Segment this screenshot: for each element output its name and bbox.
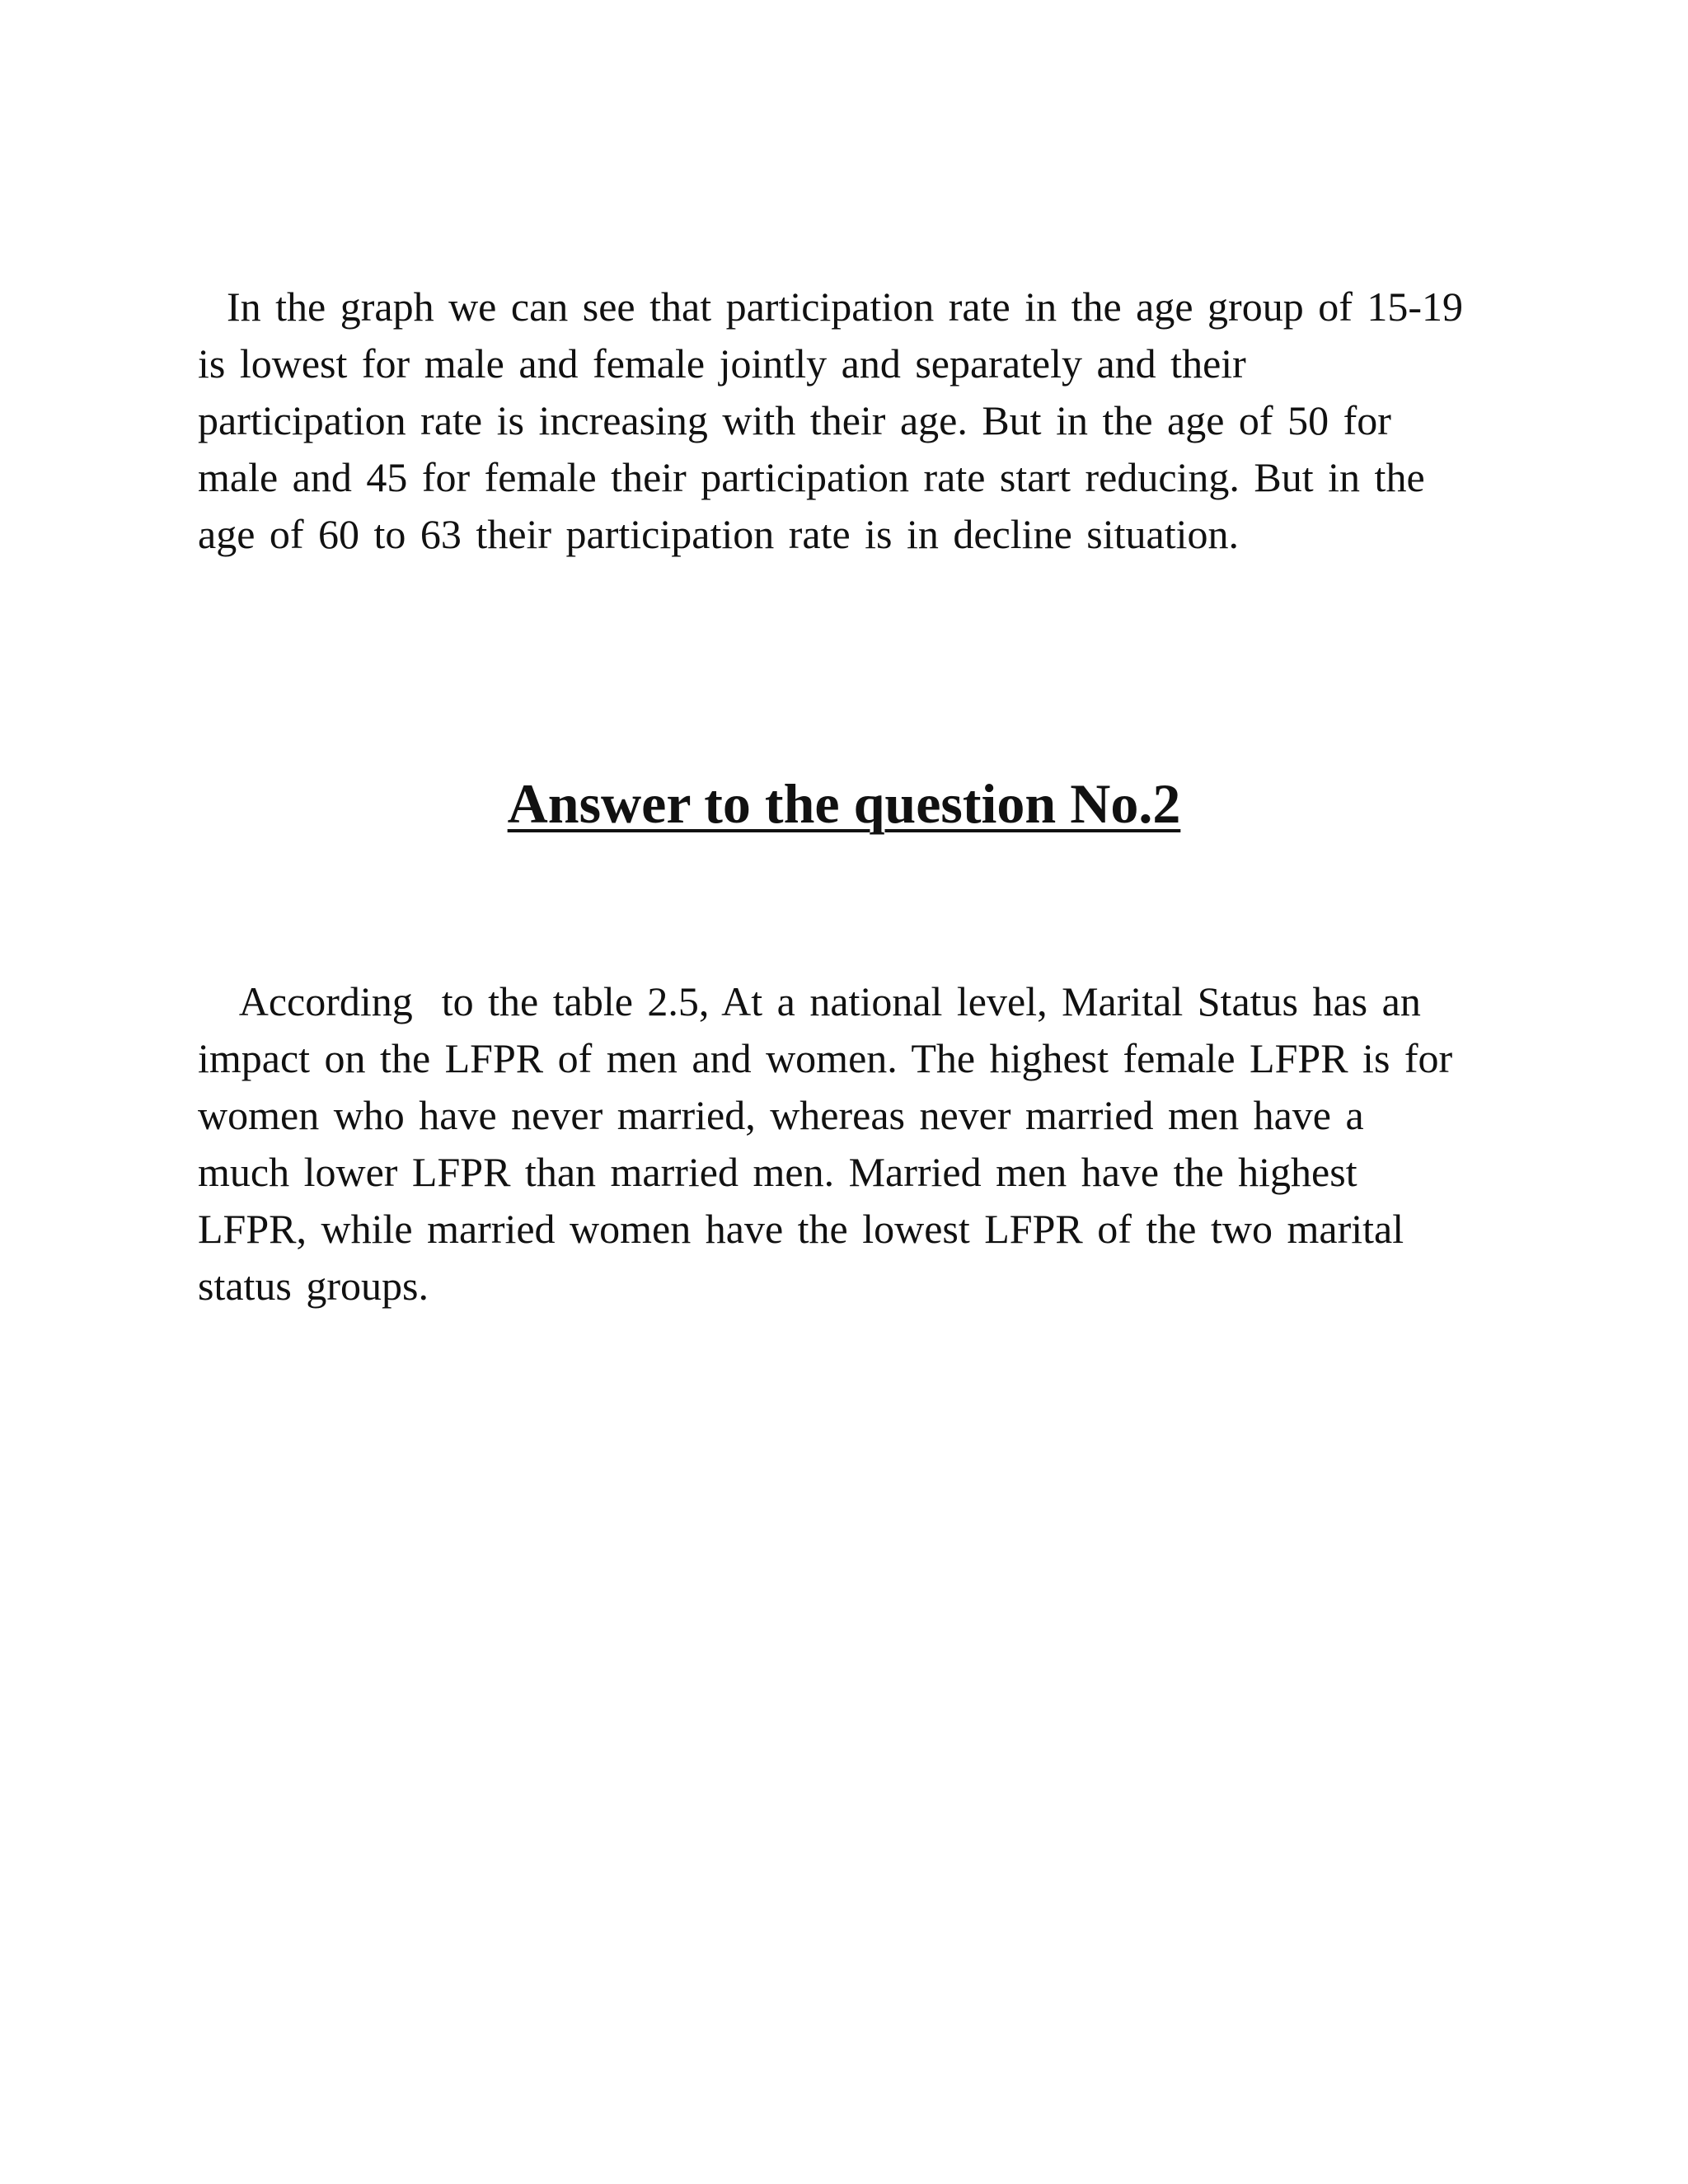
- paragraph-line: impact on the LFPR of men and women. The highest female LFPR is for: [198, 1035, 1453, 1081]
- paragraph-graph-description: [198, 279, 1517, 563]
- paragraph-line: According to the table 2.5, At a national level, Marital Status has an: [198, 978, 1421, 1024]
- paragraph-line: age of 60 to 63 their participation rate is in decline situation.: [198, 511, 1239, 557]
- paragraph-line: is lowest for male and female jointly and separately and their: [198, 340, 1246, 387]
- paragraph-answer: [198, 973, 1517, 1315]
- paragraph-line: In the graph we can see that participation rate in the age group of 15-19: [198, 284, 1464, 330]
- paragraph-line: much lower LFPR than married men. Married men have the highest: [198, 1149, 1357, 1195]
- paragraph-line: LFPR, while married women have the lowest LFPR of the two marital: [198, 1206, 1404, 1252]
- paragraph-line: women who have never married, whereas never married men have a: [198, 1092, 1364, 1138]
- section-heading: [0, 766, 1688, 841]
- section-heading-text: Answer to the question No.2: [507, 772, 1181, 835]
- paragraph-line: male and 45 for female their participation rate start reducing. But in the: [198, 454, 1425, 500]
- paragraph-line: participation rate is increasing with their age. But in the age of 50 for: [198, 397, 1391, 443]
- paragraph-line: status groups.: [198, 1263, 429, 1309]
